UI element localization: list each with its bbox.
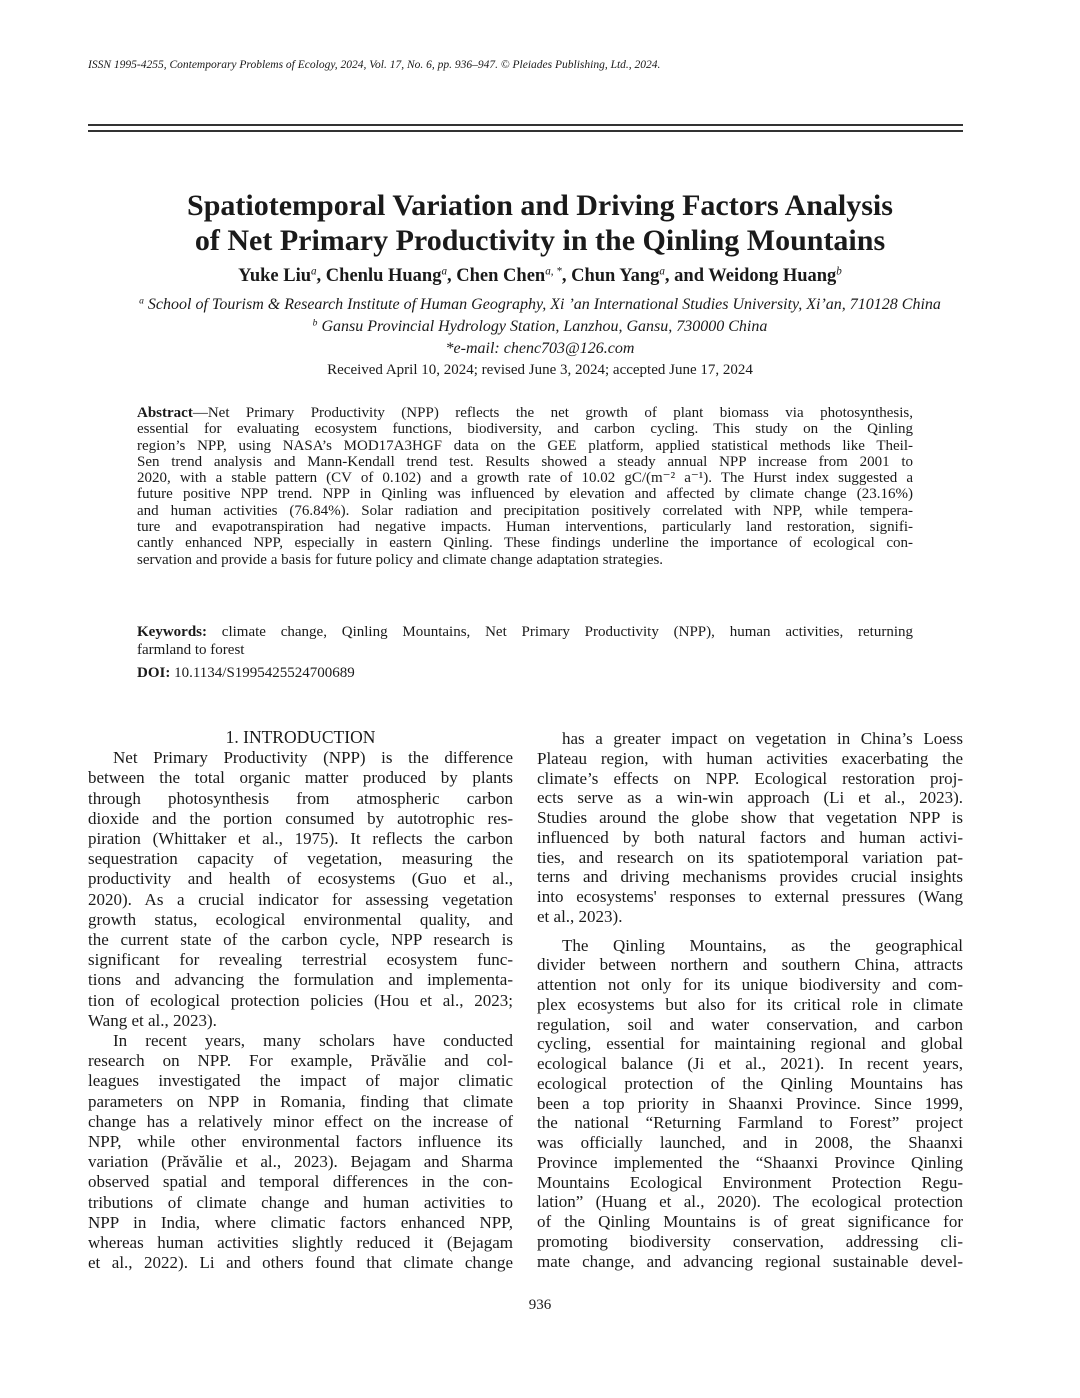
keywords-text: farmland to forest bbox=[137, 642, 245, 658]
author-separator: , bbox=[561, 266, 572, 286]
abstract-line bbox=[137, 454, 913, 470]
abstract-text: Sen trend analysis and Mann-Kendall trend test. Results showed a steady annual NPP increase from 2001 to bbox=[137, 453, 913, 470]
text-line: variation (Prăvălie et al., 2023). Bejagam and Sharma bbox=[88, 1152, 513, 1172]
author-name: Chen Chen bbox=[456, 266, 546, 286]
text-line: Net Primary Productivity (NPP) is the difference bbox=[113, 748, 513, 768]
text-line: significant for revealing terrestrial ecosystem func- bbox=[88, 950, 513, 970]
text-line: terns and driving mechanisms provides crucial insights bbox=[537, 867, 963, 887]
header-rule-bottom bbox=[88, 130, 963, 132]
text-line: through photosynthesis from atmospheric carbon bbox=[88, 788, 513, 808]
doi bbox=[137, 665, 355, 682]
text-line: attention not only for its unique biodiversity and com- bbox=[537, 975, 963, 994]
author-list bbox=[0, 266, 1080, 287]
text-line: et al., 2023). bbox=[537, 906, 623, 926]
text-line: Plateau region, with human activities exacerbating the bbox=[537, 748, 963, 768]
author-affiliation-marker: a bbox=[311, 265, 317, 278]
text-line: plex ecosystems but also for its critical role in climate bbox=[537, 994, 963, 1014]
page-number: 936 bbox=[528, 1297, 552, 1313]
paragraph bbox=[537, 729, 963, 927]
text-line: In recent years, many scholars have conducted bbox=[113, 1031, 513, 1051]
keywords-label: Keywords: bbox=[137, 624, 207, 640]
keywords-line bbox=[137, 623, 913, 641]
affiliation-text: Gansu Provincial Hydrology Station, Lanzhou, Gansu, 730000 China bbox=[317, 318, 768, 335]
doi-label: DOI: bbox=[137, 665, 171, 681]
author-name: Chun Yang bbox=[571, 266, 660, 286]
received-dates: Received April 10, 2024; revised June 3, 2024; accepted June 17, 2024 bbox=[327, 362, 753, 378]
abstract-text: 2020, with a stable pattern (CV of 0.102) and a growth rate of 10.02 gC/(m⁻² a⁻¹). The Hurst index suggested a bbox=[137, 470, 913, 487]
title-line-1: Spatiotemporal Variation and Driving Factors Analysis bbox=[187, 189, 893, 222]
affiliation-marker: b bbox=[312, 317, 318, 329]
text-line: was officially launched, and in 2008, the Shaanxi bbox=[537, 1133, 963, 1152]
text-line: tion of ecological protection policies (Hou et al., 2023; bbox=[88, 990, 513, 1010]
text-line: influenced by both natural factors and human activi- bbox=[537, 827, 963, 847]
text-line: divider between northern and southern China, attracts bbox=[537, 955, 963, 975]
paragraph bbox=[537, 936, 963, 1272]
abstract-line bbox=[137, 503, 913, 519]
text-line: promoting biodiversity conservation, addressing cli- bbox=[537, 1231, 963, 1251]
text-line: Wang et al., 2023). bbox=[88, 1010, 217, 1030]
text-line: The Qinling Mountains, as the geographical bbox=[562, 935, 963, 955]
abstract-text: and human activities (76.84%). Solar radiation and precipitation positively correlated with NPP, while tempera- bbox=[137, 502, 913, 519]
abstract-line bbox=[137, 438, 913, 454]
abstract-line bbox=[137, 405, 913, 421]
running-head: ISSN 1995-4255, Contemporary Problems of Ecology, 2024, Vol. 17, No. 6, pp. 936–947. © Pleiades Publishing, Ltd., 2024. bbox=[88, 59, 661, 71]
header-rule-top bbox=[88, 124, 963, 126]
text-line: between the total organic matter produced by plants bbox=[88, 768, 513, 788]
paragraph bbox=[88, 1031, 513, 1273]
text-line: ecological protection of the Qinling Mountains has bbox=[537, 1073, 963, 1093]
paper-title bbox=[0, 188, 1080, 258]
text-line: Province implemented the “Shaanxi Province Qinling bbox=[537, 1152, 963, 1172]
text-line: parameters on NPP in Romania, finding that climate bbox=[88, 1091, 513, 1111]
abstract-text: —Net Primary Productivity (NPP) reflects the net growth of plant biomass via photosynthesis, bbox=[192, 405, 913, 421]
affiliation-marker: a bbox=[139, 295, 144, 307]
text-line: research on NPP. For example, Prăvălie and col- bbox=[88, 1051, 513, 1071]
author-separator: , bbox=[447, 266, 457, 286]
text-line: ecological balance (Ji et al., 2021). In recent years, bbox=[537, 1054, 963, 1073]
abstract-text: future positive NPP trend. NPP in Qinling was influenced by elevation and affected by climate change (23.16%) bbox=[137, 486, 913, 503]
abstract-text: region’s NPP, using NASA’s MOD17A3HGF data on the GEE platform, applied statistical methods like Theil- bbox=[137, 437, 913, 454]
text-line: the current state of the carbon cycle, NPP research is bbox=[88, 930, 513, 950]
text-line: tributions of climate change and human activities to bbox=[88, 1192, 513, 1212]
body-column-right bbox=[537, 729, 963, 1271]
abstract-line bbox=[137, 470, 913, 486]
affiliation-a bbox=[0, 296, 1080, 314]
text-line: productivity and health of ecosystems (Guo et al., bbox=[88, 869, 513, 889]
text-line: Studies around the globe show that vegetation NPP is bbox=[537, 808, 963, 827]
author-separator: , and bbox=[664, 266, 709, 286]
text-line: regulation, soil and water conservation, and carbon bbox=[537, 1014, 963, 1034]
body-column-left bbox=[88, 727, 513, 1273]
text-line: mate change, and advancing regional sustainable devel- bbox=[537, 1251, 963, 1271]
abstract bbox=[137, 405, 913, 568]
text-line: ects serve as a win-win approach (Li et al., 2023). bbox=[537, 788, 963, 808]
text-line: observed spatial and temporal differences in the con- bbox=[88, 1172, 513, 1192]
author-name: Chenlu Huang bbox=[325, 266, 442, 286]
abstract-line bbox=[137, 535, 913, 551]
text-line: has a greater impact on vegetation in China’s Loess bbox=[562, 729, 963, 748]
text-line: growth status, ecological environmental quality, and bbox=[88, 909, 513, 929]
abstract-line bbox=[137, 519, 913, 535]
keywords-line bbox=[137, 641, 913, 659]
text-line: climate’s effects on NPP. Ecological restoration proj- bbox=[537, 768, 963, 788]
text-line: 2020). As a crucial indicator for assessing vegetation bbox=[88, 889, 513, 909]
abstract-text: essential for evaluating ecosystem functions, biodiversity, and carbon cycling. This study on the Qinling bbox=[137, 421, 913, 438]
abstract-line bbox=[137, 421, 913, 437]
abstract-text: ture and evapotranspiration had negative impacts. Human interventions, particularly land restoration, signifi- bbox=[137, 519, 913, 536]
title-line-2: of Net Primary Productivity in the Qinling Mountains bbox=[194, 224, 886, 257]
author-name: Yuke Liu bbox=[238, 266, 311, 286]
text-line: Mountains Ecological Environment Protection Regu- bbox=[537, 1172, 963, 1192]
text-line: cycling, essential for maintaining regional and global bbox=[537, 1034, 963, 1054]
text-line: dioxide and the portion consumed by autotrophic res- bbox=[88, 808, 513, 828]
text-line: into ecosystems' responses to external pressures (Wang bbox=[537, 887, 963, 906]
text-line: change has a relatively minor effect on the increase of bbox=[88, 1111, 513, 1131]
author-affiliation-marker: b bbox=[836, 265, 842, 278]
abstract-text: servation and provide a basis for future policy and climate change adaptation strategies. bbox=[137, 551, 664, 568]
author-affiliation-marker: a bbox=[659, 265, 665, 278]
author-affiliation-marker: a bbox=[441, 265, 448, 278]
text-line: et al., 2022). Li and others found that climate change bbox=[88, 1253, 513, 1273]
author-name: Weidong Huang bbox=[708, 266, 837, 286]
paragraph bbox=[88, 748, 513, 1031]
text-line: whereas human activities slightly reduced it (Bejagam bbox=[88, 1233, 513, 1253]
section-heading-introduction: 1. INTRODUCTION bbox=[225, 727, 376, 747]
text-line: been a top priority in Shaanxi Province. Since 1999, bbox=[537, 1093, 963, 1113]
text-line: NPP in India, where climatic factors enhanced NPP, bbox=[88, 1212, 513, 1232]
text-line: tions and advancing the formulation and implementa- bbox=[88, 970, 513, 990]
paragraph-gap bbox=[537, 927, 963, 936]
abstract-label: Abstract bbox=[137, 405, 193, 421]
text-line: ties, and research on its spatiotemporal variation pat- bbox=[537, 847, 963, 867]
text-line: the national “Returning Farmland to Forest” project bbox=[537, 1113, 963, 1133]
text-line: sequestration capacity of vegetation, measuring the bbox=[88, 849, 513, 869]
keywords-text: climate change, Qinling Mountains, Net Primary Productivity (NPP), human activities, returning bbox=[207, 624, 913, 640]
text-line: of the Qinling Mountains is of great significance for bbox=[537, 1212, 963, 1231]
affiliation-b bbox=[0, 318, 1080, 336]
text-line: leagues investigated the impact of major climatic bbox=[88, 1071, 513, 1091]
doi-value: 10.1134/S1995425524700689 bbox=[170, 665, 355, 681]
author-separator: , bbox=[316, 266, 326, 286]
text-line: piration (Whittaker et al., 1975). It reflects the carbon bbox=[88, 829, 513, 849]
text-line: lation” (Huang et al., 2020). The ecological protection bbox=[537, 1192, 963, 1212]
affiliation-text: School of Tourism & Research Institute of Human Geography, Xi ’an International Studies University, Xi’an, 710128 China bbox=[143, 296, 941, 313]
text-line: NPP, while other environmental factors influence its bbox=[88, 1132, 513, 1152]
abstract-line bbox=[137, 486, 913, 502]
abstract-text: cantly enhanced NPP, especially in eastern Qinling. These findings underline the importance of ecological con- bbox=[137, 535, 913, 552]
keywords bbox=[137, 623, 913, 659]
abstract-line bbox=[137, 552, 913, 568]
corresponding-email: *e-mail: chenc703@126.com bbox=[445, 340, 635, 357]
author-affiliation-marker: a, * bbox=[545, 265, 562, 278]
